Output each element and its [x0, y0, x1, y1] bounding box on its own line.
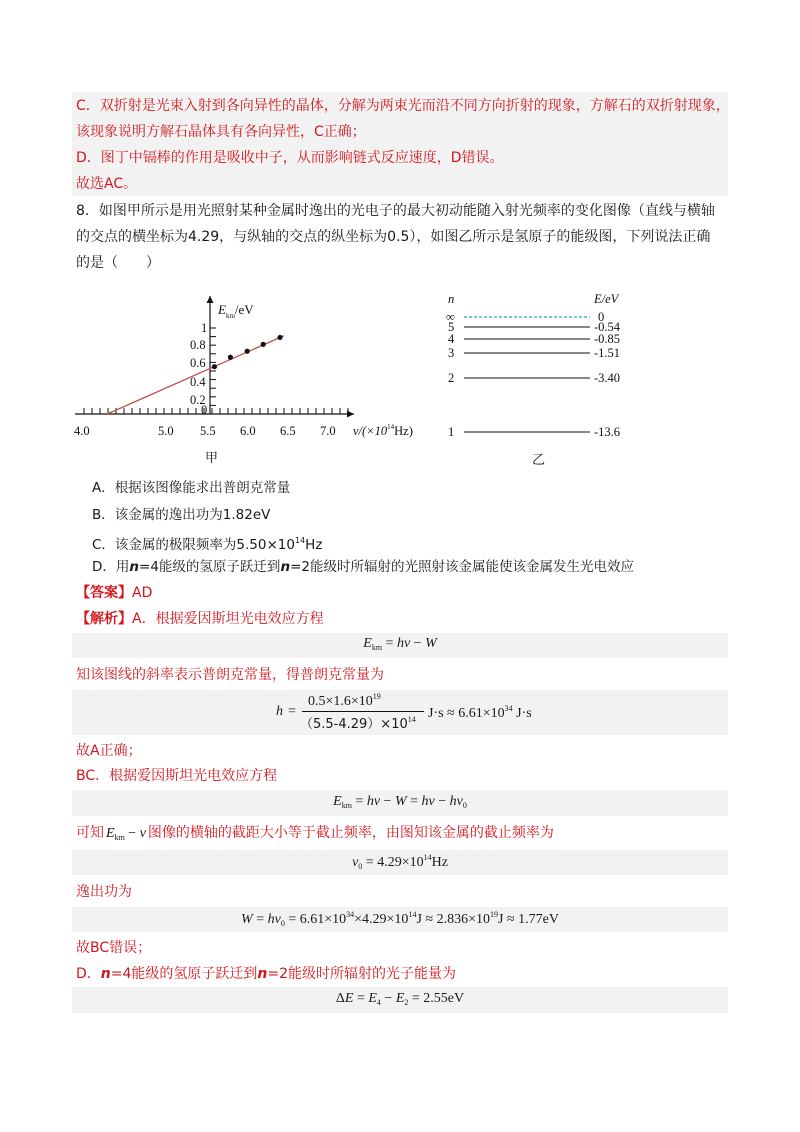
data-point — [277, 335, 282, 340]
figure-jia-caption: 甲 — [205, 451, 219, 466]
formula-photon-energy: $\Delta E = E_4 - E_2 = 2.55eV$ — [335, 991, 465, 1007]
level-e-inf: 0 — [598, 310, 605, 324]
option-d: D．用n=4能级的氢原子跃迁到n=2能级时所辐射的光照射该金属能使该金属发生光电效应 — [92, 559, 634, 575]
y-axis-label-sub: km — [225, 312, 235, 320]
x-tick-label: 7.0 — [320, 424, 336, 438]
prev-solution-end: 故选AC。 — [76, 176, 138, 192]
analysis-a-correct: 故A正确； — [76, 743, 142, 759]
level-e-5: -0.54 — [594, 320, 621, 334]
level-n-2: 2 — [448, 371, 455, 385]
x-tick-label: 4.0 — [74, 424, 90, 438]
x-tick-label: 5.0 — [158, 424, 174, 438]
y-tick-label: 0.6 — [190, 356, 206, 370]
x-tick-label: 6.5 — [280, 424, 296, 438]
analysis-work-text: 逸出功为 — [76, 884, 132, 900]
y-axis-label-unit: /eV — [234, 302, 254, 317]
data-point — [212, 364, 217, 369]
e-header: E/eV — [594, 292, 619, 306]
formula-work-function: $W = h\nu_0 = 6.61\times 10^{34}\times 4.29\times 10^{14}J \approx 2.836\times 10^{19}J \approx 1.77eV$ — [241, 910, 559, 928]
question-line-1: 8．如图甲所示是用光照射某种金属时逸出的光电子的最大初动能随入射光频率的变化图像（直线与横轴 — [76, 203, 715, 219]
analysis-intercept-text: 可知 $E_{km} - \nu$ 图像的横轴的截距大小等于截止频率，由图知该金属的截止频率为 — [76, 825, 554, 842]
data-point — [261, 342, 266, 347]
level-e-1: -13.6 — [594, 425, 621, 439]
level-e-2: -3.40 — [594, 371, 621, 385]
svg-text:ν/(×1014Hz) — [353, 423, 413, 438]
prev-solution-d-line: D．图丁中镉棒的作用是吸收中子，从而影响链式反应速度，D错误。 — [76, 150, 504, 166]
data-point — [228, 355, 233, 360]
x-axis-label-unit: Hz) — [394, 424, 413, 438]
x-axis-label-sup: 14 — [387, 423, 395, 431]
data-point — [245, 349, 250, 354]
analysis-bc-intro: BC．根据爱因斯坦光电效应方程 — [76, 768, 278, 784]
option-c: C．该金属的极限频率为$5.50\times 10^{14}Hz$ — [92, 536, 323, 553]
formula-photoelectric-2: $E_{km} = h\nu - W = h\nu - h\nu_0$ — [333, 794, 467, 810]
x-tick-label: 5.5 — [200, 424, 216, 438]
answer-line: 【答案】AD — [76, 585, 153, 601]
y-axis-label: E — [218, 302, 226, 317]
x-axis-label: ν/(×10 — [353, 424, 388, 438]
analysis-bc-wrong: 故BC错误； — [76, 940, 152, 956]
prev-solution-c-line2: 该现象说明方解石晶体具有各向异性，C正确； — [76, 124, 366, 140]
y-tick-label: 0 — [201, 403, 208, 417]
question-line-3: 的是（ ） — [76, 255, 160, 271]
svg-text:E/eV — [593, 292, 620, 306]
option-b: B．该金属的逸出功为1.82eV — [92, 507, 271, 523]
level-n-4: 4 — [448, 332, 455, 346]
y-tick-label: 0.4 — [190, 375, 206, 389]
level-e-4: -0.85 — [594, 332, 621, 346]
level-n-3: 3 — [448, 346, 455, 360]
analysis-a-intro: 【解析】A．根据爱因斯坦光电效应方程 — [76, 611, 324, 627]
x-tick-label: 6.0 — [240, 424, 256, 438]
level-n-inf: ∞ — [446, 310, 455, 324]
figure-yi-energy-levels — [440, 288, 660, 468]
y-tick-label: 0.2 — [190, 393, 206, 407]
y-tick-label: 1 — [201, 321, 208, 335]
formula-photoelectric-1: $E_{km} = h\nu - W$ — [363, 636, 437, 652]
x-minor-ticks — [84, 408, 348, 414]
figure-jia-chart — [70, 292, 430, 472]
analysis-slope-text: 知该图线的斜率表示普朗克常量，得普朗克常量为 — [76, 667, 384, 683]
analysis-d-intro: D．n=4能级的氢原子跃迁到n=2能级时所辐射的光子能量为 — [76, 966, 456, 982]
question-line-2: 的交点的横坐标为4.29，与纵轴的交点的纵坐标为0.5），如图乙所示是氢原子的能级图，下列说法正确 — [76, 229, 711, 245]
prev-solution-c-line1: C．双折射是光束入射到各向异性的晶体，分解为两束光而沿不同方向折射的现象，方解石的双折射现象， — [76, 98, 730, 114]
level-n-1: 1 — [448, 425, 455, 439]
figure-yi-caption: 乙 — [532, 453, 546, 468]
level-n-5: 5 — [448, 320, 455, 334]
formula-cutoff-frequency: $\nu_0 = 4.29\times 10^{14}Hz$ — [352, 853, 448, 871]
y-tick-label: 0.8 — [190, 338, 206, 352]
svg-text:Ekm/eV — [217, 302, 254, 320]
level-e-3: -1.51 — [594, 346, 621, 360]
n-header: n — [448, 292, 455, 306]
option-a: A．根据该图像能求出普朗克常量 — [92, 480, 291, 496]
